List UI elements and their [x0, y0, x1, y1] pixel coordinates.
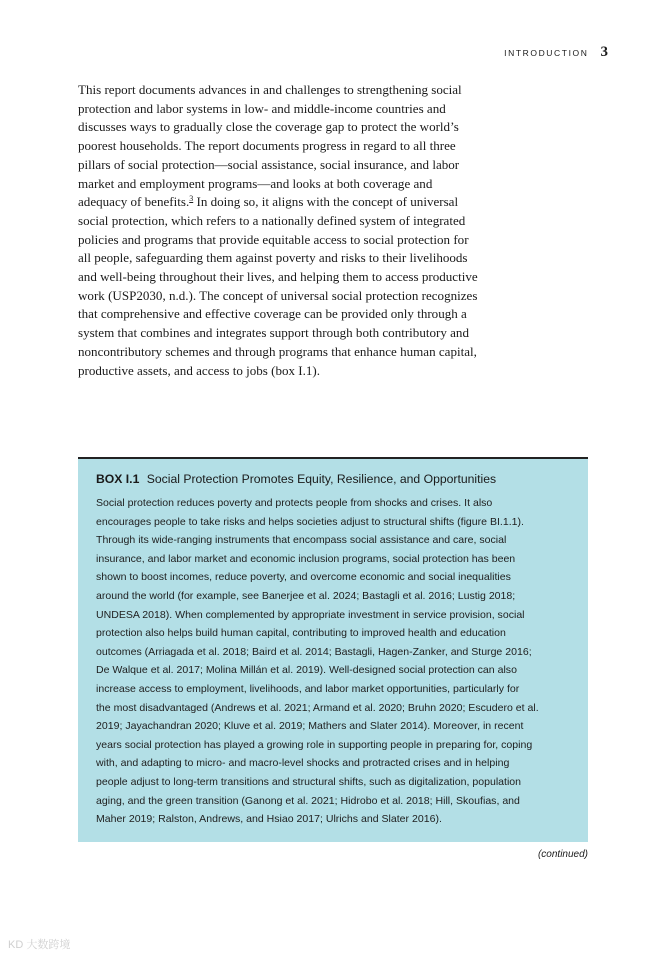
box-line: encourages people to take risks and helps societies adjust to structural shifts (figure BI.1.1).: [96, 515, 524, 528]
box-line: shown to boost incomes, reduce poverty, and overcome economic and social inequalities: [96, 571, 511, 584]
box-label: BOX I.1: [96, 472, 140, 486]
box-line: protection also helps build human capital, contributing to improved health and education: [96, 627, 506, 640]
page-number: 3: [600, 44, 608, 60]
paragraph-text: In doing so, it aligns with the concept of universal: [193, 194, 459, 210]
paragraph-line: This report documents advances in and challenges to strengthening social: [78, 82, 462, 97]
paragraph-line: pillars of social protection—social assistance, social insurance, and labor: [78, 156, 460, 172]
section-label: INTRODUCTION: [504, 48, 589, 58]
box-line: people adjust to long-term transitions and structural shifts, such as digitalization, population: [96, 775, 522, 788]
box-line: the most disadvantaged (Andrews et al. 2021; Armand et al. 2020; Bruhn 2020; Escudero et al.: [96, 701, 539, 714]
continued-note: (continued): [537, 849, 588, 860]
box-line: aging, and the green transition (Ganong et al. 2021; Hidrobo et al. 2018; Hill, Skoufias, and: [96, 794, 520, 807]
paragraph-line: noncontributory schemes and through programs that enhance human capital,: [78, 343, 477, 359]
box-line: UNDESA 2018). When complemented by appropriate investment in service provision, social: [96, 608, 525, 621]
box-line: Social protection reduces poverty and protects people from shocks and crises. It also: [96, 497, 493, 509]
box-line: increase access to employment, livelihoods, and labor market opportunities, particularly for: [96, 682, 520, 695]
paragraph-line: work (USP2030, n.d.). The concept of universal social protection recognizes: [78, 287, 478, 303]
box-i1: [78, 457, 588, 842]
box-line: Maher 2019; Ralston, Andrews, and Hsiao 2017; Ulrichs and Slater 2016).: [96, 813, 442, 826]
box-title: [96, 471, 570, 488]
box-line: around the world (for example, see Banerjee et al. 2024; Bastagli et al. 2016; Lustig 2018;: [96, 589, 516, 602]
box-line: Through its wide-ranging instruments that encompass social assistance and care, social: [96, 534, 507, 547]
paragraph-line: protection and labor systems in low- and middle-income countries and: [78, 100, 446, 116]
watermark-logo: KD 大数跨境: [8, 939, 71, 951]
paragraph-line: market and employment programs—and looks at both coverage and: [78, 175, 433, 191]
box-line: outcomes (Arriagada et al. 2018; Baird et al. 2014; Bastagli, Hagen-Zanker, and Sturge 2016;: [96, 645, 532, 658]
box-line: De Walque et al. 2017; Molina Millán et al. 2019). Well-designed social protection can also: [96, 664, 517, 677]
paragraph-text: adequacy of benefits.: [78, 194, 190, 210]
footnote-mark[interactable]: 3: [189, 194, 194, 204]
paragraph-line: poorest households. The report documents progress in regard to all three: [78, 138, 456, 154]
paragraph-line: and well-being throughout their lives, and helping them to access productive: [78, 269, 478, 285]
box-line: years social protection has played a growing role in supporting people in preparing for, coping: [96, 738, 533, 751]
paragraph-line-with-footnote: [78, 193, 494, 212]
paragraph-line: all people, safeguarding them against poverty and risks to their livelihoods: [78, 250, 468, 266]
paragraph-line: productive assets, and access to jobs (box I.1).: [78, 362, 321, 378]
box-body: [96, 494, 570, 829]
paragraph-line: discusses ways to gradually close the coverage gap to protect the world’s: [78, 119, 459, 135]
box-line: insurance, and labor market and economic inclusion programs, social protection has been: [96, 552, 516, 565]
box-line: 2019; Jayachandran 2020; Kluve et al. 2019; Mathers and Slater 2014). Moreover, in recent: [96, 720, 524, 733]
box-title-text: Social Protection Promotes Equity, Resilience, and Opportunities: [146, 472, 497, 486]
paragraph-line: system that combines and integrates support through both contributory and: [78, 325, 469, 341]
paragraph-line: that comprehensive and effective coverage can be provided only through a: [78, 306, 467, 322]
box-line: with, and adapting to micro- and macro-level shocks and protracted crises and in helping: [96, 757, 510, 770]
paragraph-line: social protection, which refers to a nationally defined system of integrated: [78, 212, 466, 228]
running-head: [504, 44, 608, 61]
paragraph-line: policies and programs that provide equitable access to social protection for: [78, 231, 469, 247]
body-paragraph: [78, 81, 494, 380]
